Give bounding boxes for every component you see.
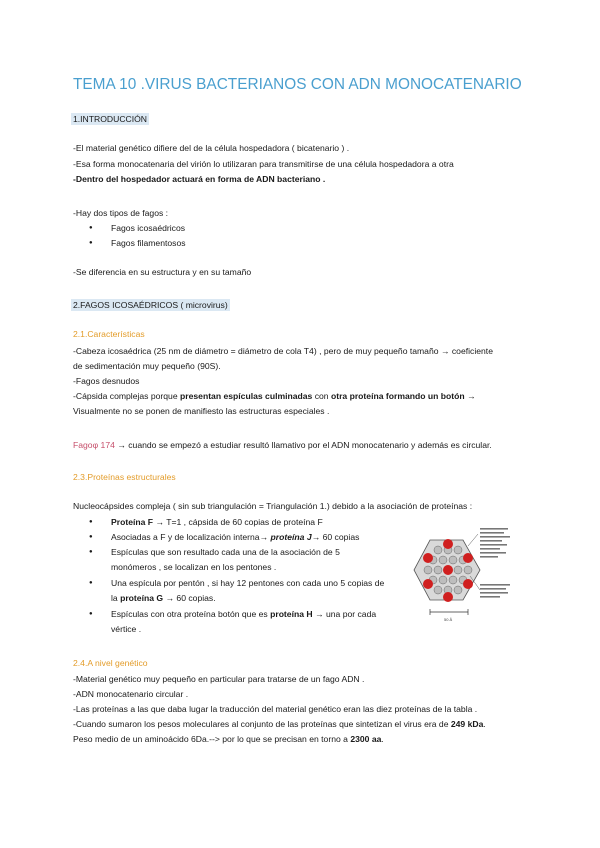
genetic-line-3: -Las proteínas a las que daba lugar la traducción del material genético eran las diez proteínas de la tabla . bbox=[73, 704, 478, 714]
phage-types-intro: -Hay dos tipos de fagos : bbox=[73, 208, 169, 218]
protein-h-item-line-1: Espículas con otra proteína botón que es proteína H → una por cada bbox=[111, 609, 377, 619]
genetic-line-2: -ADN monocatenario circular . bbox=[73, 689, 189, 699]
section-2-1-heading: 2.1.Características bbox=[73, 329, 145, 339]
intro-line-3: -Dentro del hospedador actuará en forma de ADN bacteriano . bbox=[73, 174, 326, 184]
protein-h-item-line-2: vértice . bbox=[111, 624, 142, 634]
characteristics-line-1: -Cabeza icosaédrica (25 nm de diámetro = diámetro de cola T4) , pero de muy pequeño tamaño → coeficiente bbox=[73, 346, 493, 356]
proteins-intro: Nucleocápsides compleja ( sin sub triangulación = Triangulación 1.) debido a la asociación de proteínas : bbox=[73, 501, 473, 511]
characteristics-line-5: Visualmente no se ponen de manifiesto las estructuras especiales . bbox=[73, 406, 330, 416]
protein-g-item-line-1: Una espícula por pentón , si hay 12 pentones con cada uno 5 copias de bbox=[111, 578, 385, 588]
genetic-line-1: -Material genético muy pequeño en particular para tratarse de un fago ADN . bbox=[73, 674, 365, 684]
fago-label: Fagoφ 174 bbox=[73, 440, 115, 450]
difference-line: -Se diferencia en su estructura y en su tamaño bbox=[73, 267, 252, 277]
capsid-illustration bbox=[414, 528, 510, 615]
genetic-line-4: -Cuando sumaron los pesos moleculares al conjunto de las proteínas que sintetizan el virus era de 249 kDa. bbox=[73, 719, 486, 729]
section-2-3-heading: 2.3.Proteínas estructurales bbox=[73, 472, 176, 482]
spicules-item-line-2: monómeros , se localizan en los pentones . bbox=[111, 562, 277, 572]
genetic-line-5: Peso medio de un aminoácido 6Da.--> por lo que se precisan en torno a 2300 aa. bbox=[73, 734, 384, 744]
protein-f-item: Proteína F → T=1 , cápsida de 60 copias de proteína F bbox=[111, 517, 323, 527]
page-title: TEMA 10 .VIRUS BACTERIANOS CON ADN MONOCATENARIO bbox=[73, 76, 522, 93]
spicules-item-line-1: Espículas que son resultado cada una de la asociación de 5 bbox=[111, 547, 340, 557]
characteristics-line-3: -Fagos desnudos bbox=[73, 376, 140, 386]
characteristics-line-4: -Cápsida complejas porque presentan espículas culminadas con otra proteína formando un botón → bbox=[73, 391, 476, 401]
intro-line-1: -El material genético difiere del de la célula hospedadora ( bicatenario ) . bbox=[73, 143, 350, 153]
protein-j-item: Asociadas a F y de localización interna→ proteína J→ 60 copias bbox=[111, 532, 360, 542]
phage-type-item: Fagos icosaédricos bbox=[111, 223, 186, 233]
phage-type-item: Fagos filamentosos bbox=[111, 238, 186, 248]
characteristics-line-2: de sedimentación muy pequeño (90S). bbox=[73, 361, 221, 371]
section-2-4-heading: 2.4.A nivel genético bbox=[73, 658, 148, 668]
scale-bar-label: 50 Å bbox=[444, 617, 453, 622]
protein-g-item-line-2: la proteína G → 60 copias. bbox=[111, 593, 216, 603]
section-1-heading: 1.INTRODUCCIÓN bbox=[73, 114, 148, 124]
intro-line-2: -Esa forma monocatenaria del virión lo utilizaran para transmitirse de una célula hospedadora a otra bbox=[73, 159, 454, 169]
capsid-figure bbox=[410, 520, 522, 628]
fago-line: Fagoφ 174 → cuando se empezó a estudiar resultó llamativo por el ADN monocatenario y además es circular. bbox=[73, 440, 492, 450]
section-2-heading: 2.FAGOS ICOSAÉDRICOS ( microvirus) bbox=[73, 300, 228, 310]
